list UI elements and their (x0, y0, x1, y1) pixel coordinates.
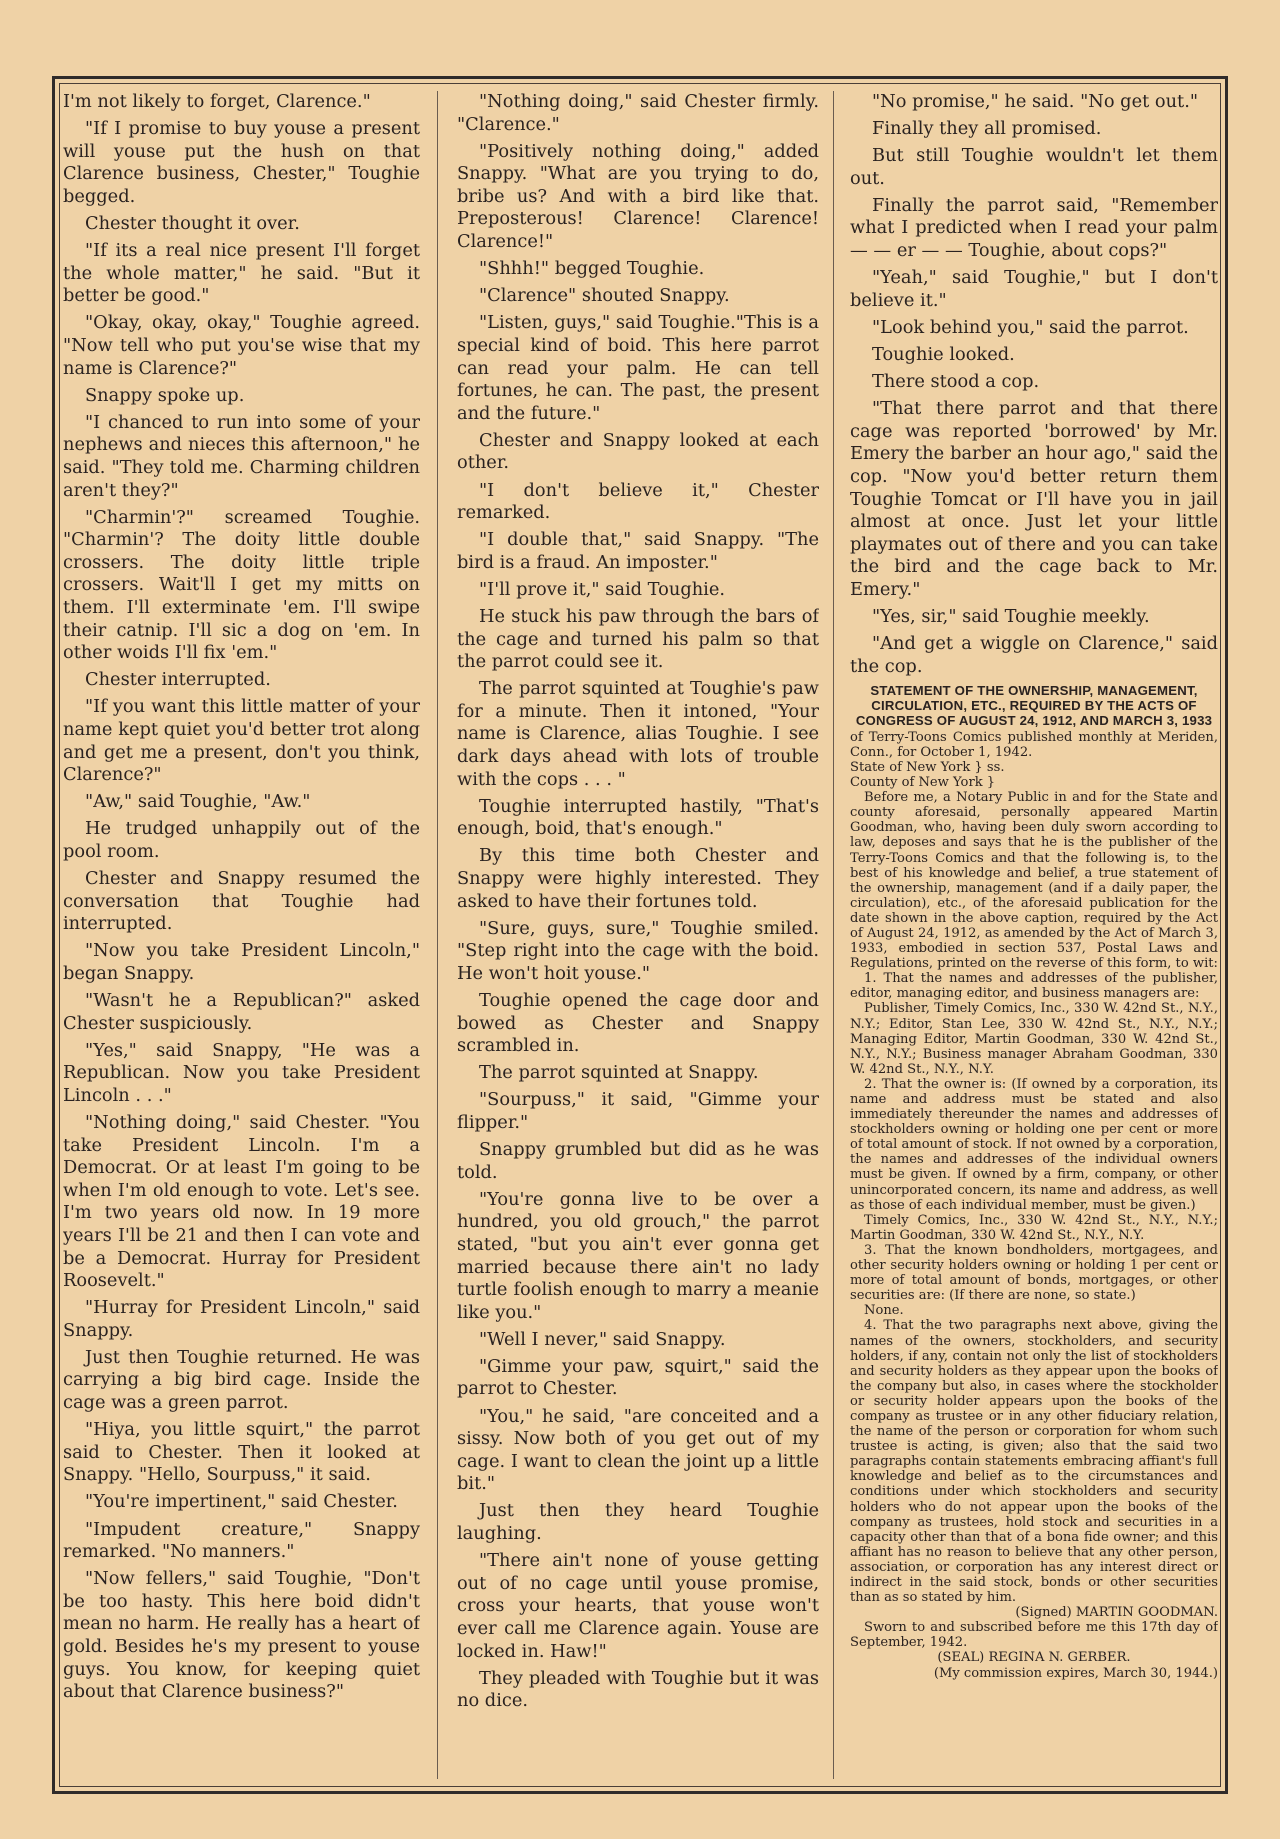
statement-heading: STATEMENT OF THE OWNERSHIP, MANAGEMENT, CIRCULATION, ETC., REQUIRED BY THE ACTS OF CONGRESS OF AUGUST 24, 1912, AND MARCH 3, 1933 (855, 682, 1213, 728)
paragraph: County of New York } (850, 775, 996, 791)
paragraph: 1. That the names and addresses of the publisher, editor, managing editor, and business managers are: (850, 971, 1218, 1002)
paragraph: "Gimme your paw, squirt," said the parrot to Chester. (457, 1355, 819, 1400)
paragraph: Before me, a Notary Public in and for the State and county aforesaid, personally appeared Martin Goodman, who, having been duly sworn according to law, deposes and says that he is the publisher of the Terry-Toons Comics and that the following is, to the best of his knowledge and belief, a true statement of the ownership, management (and if a daily paper, the circulation), etc., of the aforesaid publication for the date shown in the above caption, required by the Act of August 24, 1912, as amended by the Act of March 3, 1933, embodied in section 537, Postal Laws and Regulations, printed on the reverse of this form, to wit: (850, 790, 1218, 972)
paragraph: "Listen, guys," said Toughie."This is a special kind of boid. This here parrot can read your palm. He can tell fortunes, he can. The past, the present and the future." (457, 312, 819, 424)
paragraph: "Okay, okay, okay," Toughie agreed. "Now tell who put you'se wise that my name is Clarence?" (63, 312, 420, 379)
paragraph: The parrot squinted at Snappy. (479, 1062, 759, 1084)
paragraph: (SEAL) REGINA N. GERBER. (937, 1650, 1131, 1666)
paragraph: "Sourpuss," it said, "Gimme your flipper." (457, 1089, 819, 1133)
paragraph: "Nothing doing," said Chester. "You take President Lincoln. I'm a Democrat. Or at least I'm going to be when I'm old enough to vote. Let's see. I'm two years old now. In 19 more years I'll be 21 and then I can vote and be a Democrat. Hurray for President Roosevelt." (63, 1111, 420, 1292)
paragraph: "That there parrot and that there cage was reported 'borrowed' by Mr. Emery the barber an hour ago," said the cop. "Now you'd better return them Toughie Tomcat or I'll have you in jail almost at once. Just let your little playmates out of there and you can take the bird and the cage back to Mr. Emery." (850, 398, 1218, 600)
column-rule (437, 91, 438, 1779)
paragraph: "Yes, sir," said Toughie meekly. (872, 605, 1150, 627)
paragraph: "I chanced to run into some of your nephews and nieces this afternoon," he said. "They told me. Charming children aren't they?" (63, 411, 420, 501)
paragraph: "Now you take President Lincoln," began Snappy. (63, 940, 420, 984)
paragraph: "Hiya, you little squirt," the parrot said to Chester. Then it looked at Snappy. "Hello, Sourpuss," it said. (63, 1419, 420, 1486)
paragraph: By this time both Chester and Snappy were highly interested. They asked to have their fortunes told. (457, 845, 819, 912)
paragraph: Toughie opened the cage door and bowed as Chester and Snappy scrambled in. (457, 989, 819, 1057)
paragraph: State of New York } ss. (850, 759, 1005, 775)
paragraph: "And get a wiggle on Clarence," said the cop. (850, 633, 1218, 677)
paragraph: (My commission expires, March 30, 1944.) (933, 1665, 1218, 1681)
paragraph: Chester interrupted. (85, 669, 271, 691)
story-ending (850, 91, 1218, 678)
paragraph: "Sure, guys, sure," Toughie smiled. "Step right into the cage with the boid. He won't hoit youse." (457, 917, 819, 984)
paragraph: "If you want this little matter of your name kept quiet you'd better trot along and get me a present, don't you think, Clarence?" (63, 696, 420, 786)
paragraph: "Look behind you," said the parrot. (872, 316, 1189, 338)
paragraph: "I double that," said Snappy. "The bird is a fraud. An imposter." (457, 529, 819, 573)
story-column-3 (850, 91, 1218, 1781)
paragraph: Publisher, Timely Comics, Inc., 330 W. 42nd St., N.Y., N.Y.; Editor, Stan Lee, 330 W. 42nd St., N.Y., N.Y.; Managing Editor, Martin Goodman, 330 W. 42nd St., N.Y., N.Y.; Business manager Abraham Goodman, 330 W. 42nd St., N.Y., N.Y. (850, 1001, 1218, 1077)
paragraph: He stuck his paw through the bars of the cage and turned his palm so that the parrot could see it. (457, 605, 819, 673)
paragraph: of Terry-Toons Comics published monthly at Meriden, Conn., for October 1, 1942. (850, 729, 1218, 760)
paragraph: "You're impertinent," said Chester. (85, 1491, 398, 1513)
paragraph: 3. That the known bondholders, mortgagees, and other security holders owning or holding 1 per cent or more of total amount of bonds, mortgages, or other securities are: (If there are none, so state.) (850, 1242, 1218, 1304)
story-column-2 (457, 91, 819, 1781)
page-frame (52, 76, 1228, 1794)
paragraph: "Charmin'?" screamed Toughie. "Charmin'? The doity little double crossers. The doity little triple crossers. Wait'll I get my mitts on them. I'll exterminate 'em. I'll swipe their catnip. I'll sic a dog on 'em. In other woids I'll fix 'em." (63, 506, 420, 664)
paragraph: None. (864, 1303, 904, 1319)
ownership-statement (850, 730, 1218, 1681)
paragraph: Just then Toughie returned. He was carrying a big bird cage. Inside the cage was a green parrot. (63, 1346, 420, 1414)
paragraph: Toughie interrupted hastily, "That's enough, boid, that's enough." (457, 795, 819, 840)
paragraph: Finally they all promised. (872, 118, 1102, 140)
paragraph: "Well I never," said Snappy. (479, 1328, 726, 1350)
paragraph: (Signed) MARTIN GOODMAN. (1015, 1605, 1218, 1621)
paragraph: 4. That the two paragraphs next above, giving the names of the owners, stockholders, and security holders, if any, contain not only the list of stockholders and security holders as they appear upon the books of the company but also, in cases where the stockholder or security holder appears upon the books of the company as trustee or in any other fiduciary relation, the name of the person or corporation for whom such trustee is acting, is given; also that the said two paragraphs contain statements embracing affiant's full knowledge and belief as to the circumstances and conditions under which stockholders and security holders who do not appear upon the books of the company as trustees, hold stock and securities in a capacity other than that of a bona fide owner; and this affiant has no reason to believe that any other person, association, or corporation has any interest direct or indirect in the said stock, bonds or other securities than as so stated by him. (850, 1318, 1218, 1606)
paragraph: Sworn to and subscribed before me this 17th day of September, 1942. (850, 1620, 1218, 1651)
paragraph: The parrot squinted at Toughie's paw for a minute. Then it intoned, "Your name is Clarence, alias Toughie. I see dark days ahead with lots of trouble with the cops . . . " (457, 678, 819, 790)
paragraph: "Aw," said Toughie, "Aw." (85, 791, 311, 813)
paragraph: "Clarence" shouted Snappy. (479, 285, 730, 307)
paragraph: Finally the parrot said, "Remember what I predicted when I read your palm — — er — — Toughie, about cops?" (850, 194, 1218, 262)
paragraph: Snappy spoke up. (85, 384, 245, 406)
paragraph: Just then they heard Toughie laughing. (457, 1500, 819, 1545)
paragraph: "There ain't none of youse getting out of no cage until youse promise, cross your hearts, that youse won't ever call me Clarence again. Youse are locked in. Haw!" (457, 1550, 819, 1662)
paragraph: "Yeah," said Toughie," but I don't believe it." (850, 267, 1218, 311)
paragraph: I'm not likely to forget, Clarence." (63, 91, 371, 112)
paragraph: "Wasn't he a Republican?" asked Chester suspiciously. (63, 989, 420, 1034)
paragraph: But still Toughie wouldn't let them out. (850, 145, 1218, 189)
paragraph: "Now fellers," said Toughie, "Don't be too hasty. This here boid didn't mean no harm. He really has a heart of gold. Besides he's my present to youse guys. You know, for keeping quiet about that Clarence business?" (63, 1568, 420, 1703)
paragraph: There stood a cop. (872, 371, 1040, 393)
paragraph: He trudged unhappily out of the pool room. (63, 818, 420, 862)
paragraph: 2. That the owner is: (If owned by a corporation, its name and address must be stated and also immediately thereunder the names and addresses of stockholders owning or holding one per cent or more of total amount of stock. If not owned by a corporation, the names and addresses of the individual owners must be given. If owned by a firm, company, or other unincorporated concern, its name and address, as well as those of each individual member, must be given.) (850, 1076, 1218, 1213)
story-column-1 (63, 91, 420, 1781)
paragraph: "Hurray for President Lincoln," said Snappy. (63, 1297, 420, 1341)
paragraph: "You're gonna live to be over a hundred, you old grouch," the parrot stated, "but you ain't ever gonna get married because there ain't no lady turtle foolish enough to marry a meanie like you." (457, 1188, 819, 1323)
paragraph: Toughie looked. (872, 343, 1015, 365)
paragraph: Snappy grumbled but did as he was told. (457, 1139, 819, 1183)
paragraph: Chester and Snappy looked at each other. (457, 429, 819, 474)
paragraph: Timely Comics, Inc., 330 W. 42nd St., N.Y., N.Y.; Martin Goodman, 330 W. 42nd St., N.Y., N.Y. (850, 1212, 1218, 1243)
paragraph: "Yes," said Snappy, "He was a Republican. Now you take President Lincoln . . ." (63, 1039, 420, 1106)
paragraph: "Shhh!" begged Toughie. (479, 258, 705, 280)
paragraph: "If its a real nice present I'll forget the whole matter," he said. "But it better be good." (63, 240, 420, 307)
paragraph: "If I promise to buy youse a present will youse put the hush on that Clarence business, Chester," Toughie begged. (63, 118, 420, 207)
paragraph: "I'll prove it," said Toughie. (479, 578, 726, 600)
paragraph: Chester thought it over. (85, 212, 300, 234)
paragraph: "Impudent creature," Snappy remarked. "No manners." (63, 1518, 420, 1563)
paragraph: "No promise," he said. "No get out." (872, 91, 1199, 112)
paragraph: "You," he said, "are conceited and a sissy. Now both of you get out of my cage. I want to clean the joint up a little bit." (457, 1405, 819, 1495)
paragraph: "I don't believe it," Chester remarked. (457, 479, 819, 524)
paragraph: "Nothing doing," said Chester firmly. "Clarence." (457, 91, 819, 135)
paragraph: Chester and Snappy resumed the conversation that Toughie had interrupted. (63, 868, 420, 935)
paragraph: They pleaded with Toughie but it was no dice. (457, 1667, 819, 1712)
paragraph: "Positively nothing doing," added Snappy. "What are you trying to do, bribe us? And with a bird like that. Preposterous! Clarence! Clarence! Clarence!" (457, 140, 819, 253)
column-rule (833, 91, 834, 1779)
